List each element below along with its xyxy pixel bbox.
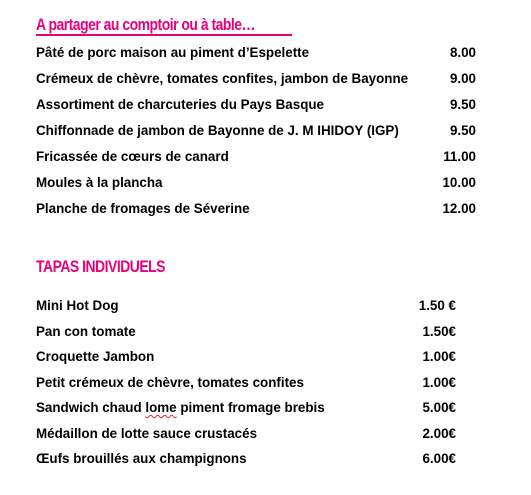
section-title-partager: A partager au comptoir ou à table… [36,15,256,34]
list-item [36,322,466,342]
item-name: Crémeux de chèvre, tomates confites, jambon de Bayonne [36,71,409,86]
item-name: Fricassée de cœurs de canard [36,149,229,164]
item-name: Assortiment de charcuteries du Pays Basque [36,97,325,112]
item-name: Croquette Jambon [36,349,155,364]
item-price: 12.00 [442,201,476,216]
item-price: 8.00 [449,45,476,60]
list-item [36,373,466,393]
item-price: 10.00 [442,175,476,190]
spellcheck-flagged-word: lome [145,400,177,415]
item-price: 9.00 [449,71,476,86]
item-price: 1.50 € [418,298,456,313]
item-name: Chiffonnade de jambon de Bayonne de J. M IHIDOY (IGP) [36,123,399,138]
item-price: 9.50 [449,97,476,112]
item-name: Moules à la plancha [36,175,163,190]
item-name: Planche de fromages de Séverine [36,201,250,216]
item-price: 2.00€ [422,426,456,441]
list-item [36,147,486,167]
item-name-part: piment fromage brebis [176,400,325,415]
item-price: 11.00 [443,149,476,164]
item-name: Pan con tomate [36,324,136,339]
list-item [36,296,466,316]
list-item [36,43,486,63]
item-price: 1.00€ [422,349,456,364]
list-item [36,69,486,89]
item-price: 6.00€ [422,451,456,466]
item-name-part: Sandwich chaud [36,400,146,415]
item-name: Pâté de porc maison au piment d’Espelette [36,45,310,60]
list-item [36,199,486,219]
list-item [36,449,466,469]
section-title-tapas: TAPAS INDIVIDUELS [36,257,165,276]
list-item [36,424,466,444]
list-item [36,95,486,115]
item-price: 9.50 [449,123,476,138]
list-item [36,398,466,418]
item-price: 5.00€ [422,400,456,415]
item-name: Petit crémeux de chèvre, tomates confites [36,375,304,390]
item-price: 1.00€ [422,375,456,390]
item-name: Mini Hot Dog [36,298,119,313]
item-name: Médaillon de lotte sauce crustacés [36,426,258,441]
section-title-underline [36,34,292,36]
list-item [36,121,486,141]
list-item [36,173,486,193]
item-name: Œufs brouillés aux champignons [36,451,247,466]
list-item [36,347,466,367]
item-price: 1.50€ [422,324,456,339]
item-name [36,398,325,418]
